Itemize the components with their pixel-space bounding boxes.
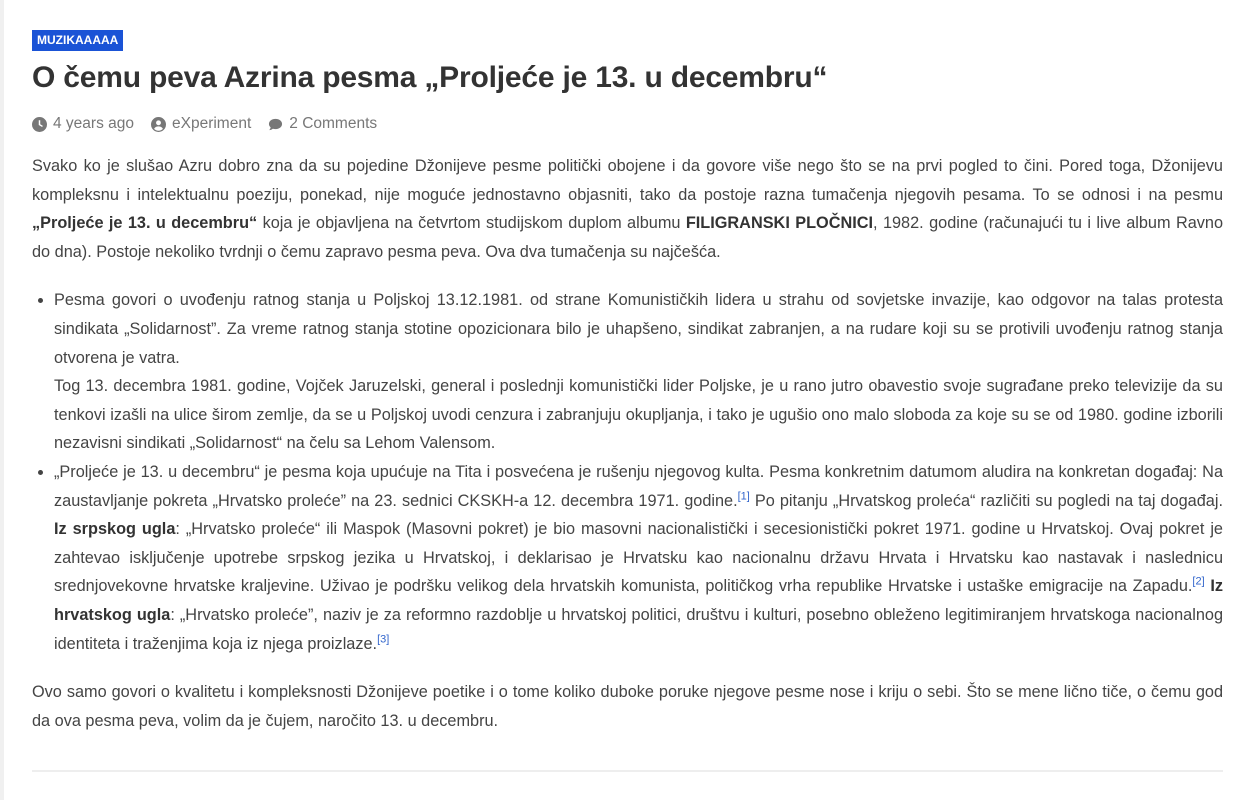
interpretation-text: Tog 13. decembra 1981. godine, Vojček Jaruzelski, general i poslednji komunistički lider Poljske, je u rano jutro obavestio svoje sugrađane preko televizije da su tenkovi izašli na ulice širom zemlje, da se u Poljskoj uvodi cenzura i zabranjuju okupljanja, i tako je ugušio ono malo sloboda za koje su se od 1980. godine izborili nezavisni sindikati „Solidarnost“ na čelu sa Lehom Valensom. bbox=[54, 377, 1223, 453]
post-author: eXperiment bbox=[172, 115, 252, 132]
post-comments-link[interactable] bbox=[268, 113, 377, 135]
conclusion-paragraph: Ovo samo govori o kvalitetu i kompleksnosti Džonijeve poetike i o tome koliko duboke poruke njegove pesme nose i kriju o sebi. Što se mene lično tiče, o čemu god da ova pesma peva, volim da je čujem, naročito 13. u decembru. bbox=[32, 683, 1223, 730]
interpretations-list bbox=[32, 286, 1223, 658]
clock-icon bbox=[32, 117, 47, 132]
interpretation-text: „Proljeće je 13. u decembru“ je pesma koja upućuje na Tita i posvećena je rušenju njegovog kulta. Pesma konkretnim datumom aludira na konkretan događaj: Na zaustavljanje pokreta „Hrvatsko proleće” na 23. sednici CKSKH-a 12. decembra 1971. godine. bbox=[54, 462, 1223, 510]
post-comments-count: 2 Comments bbox=[289, 115, 378, 132]
reference-2[interactable] bbox=[1192, 576, 1204, 588]
post-title: O čemu peva Azrina pesma „Proljeće je 13. u decembru“ bbox=[32, 61, 828, 94]
post-date-link[interactable] bbox=[32, 113, 134, 135]
reference-link[interactable]: [3] bbox=[377, 633, 390, 646]
user-circle-icon bbox=[151, 117, 166, 132]
page-left-border bbox=[0, 0, 4, 800]
intro-text: koja je objavljena na četvrtom studijskom duplom albumu bbox=[257, 214, 686, 233]
croatian-view-label: Iz hrvatskog ugla bbox=[54, 577, 1223, 624]
interpretation-text: : „Hrvatsko proleće”, naziv je za reformno razdoblje u hrvatskoj politici, društvu i kulturi, posebno obleženo legitimiranjem hrvatskoga nacionalnog identiteta i traženjima koja iz njega proizlaze. bbox=[54, 605, 1223, 653]
album-title-bold: FILIGRANSKI PLOČNICI bbox=[685, 214, 874, 233]
interpretation-text: Po pitanju „Hrvatskog proleća“ različiti su pogledi na taj događaj. bbox=[749, 491, 1223, 510]
comment-icon bbox=[268, 117, 283, 132]
list-item bbox=[54, 286, 1223, 458]
category-badge[interactable]: MUZIKAAAAA bbox=[32, 30, 123, 51]
intro-text: , 1982. godine (računajući tu i live album Ravno do dna). Postoje nekoliko tvrdnji o čemu zapravo pesma peva. Ova dva tumačenja su najčešća. bbox=[32, 214, 1224, 261]
interpretation-text: Pesma govori o uvođenju ratnog stanja u Poljskoj 13.12.1981. od strane Komunističkih lidera u strahu od sovjetske invazije, kao odgovor na talas protesta sindikata „Solidarnost”. Za vreme ratnog stanja stotine opozicionara bilo je uhapšeno, sindikat zabranjen, a na rudare koji su se protivili uvođenju ratnog stanja otvorena je vatra. bbox=[54, 291, 1223, 367]
post-date: 4 years ago bbox=[53, 115, 134, 132]
interpretation-text: : „Hrvatsko proleće“ ili Maspok (Masovni pokret) je bio masovni nacionalistički i secesionistički pokret 1971. godine u Hrvatskoj. Ovaj pokret je zahtevao isključenje upotrebe srpskog jezika u Hrvatskoj, i deklarisao je Hrvatsku kao nacionalnu državu Hrvata i Hrvatsku kao nastavak i naslednicu srednjovekovne hrvatske kraljevine. Uživao je podršku velikog dela hrvatskih komunista, političkog vrha republike Hrvatske i ustaške emigracije na Zapadu. bbox=[54, 520, 1223, 596]
reference-link[interactable]: [2] bbox=[1192, 575, 1205, 588]
intro-paragraph bbox=[32, 152, 1223, 266]
list-item bbox=[54, 458, 1223, 658]
song-title-bold: „Proljeće je 13. u decembru“ bbox=[32, 214, 258, 233]
serbian-view-label: Iz srpskog ugla bbox=[54, 520, 176, 539]
post-author-link[interactable] bbox=[151, 113, 251, 135]
reference-1[interactable] bbox=[738, 490, 750, 502]
post-meta bbox=[32, 113, 394, 135]
intro-text: Svako ko je slušao Azru dobro zna da su pojedine Džonijeve pesme politički obojene i da govore više nego što se na prvi pogled to čini. Pored toga, Džonijevu kompleksnu i intelektualnu poeziju, ponekad, nije moguće jednostavno objasniti, tako da postoje razna tumačenja njegovih pesama. To se odnosi i na pesmu bbox=[32, 157, 1223, 204]
reference-link[interactable]: [1] bbox=[737, 490, 750, 503]
content-separator bbox=[32, 770, 1223, 772]
reference-3[interactable] bbox=[377, 633, 389, 645]
post-content bbox=[32, 152, 1223, 755]
